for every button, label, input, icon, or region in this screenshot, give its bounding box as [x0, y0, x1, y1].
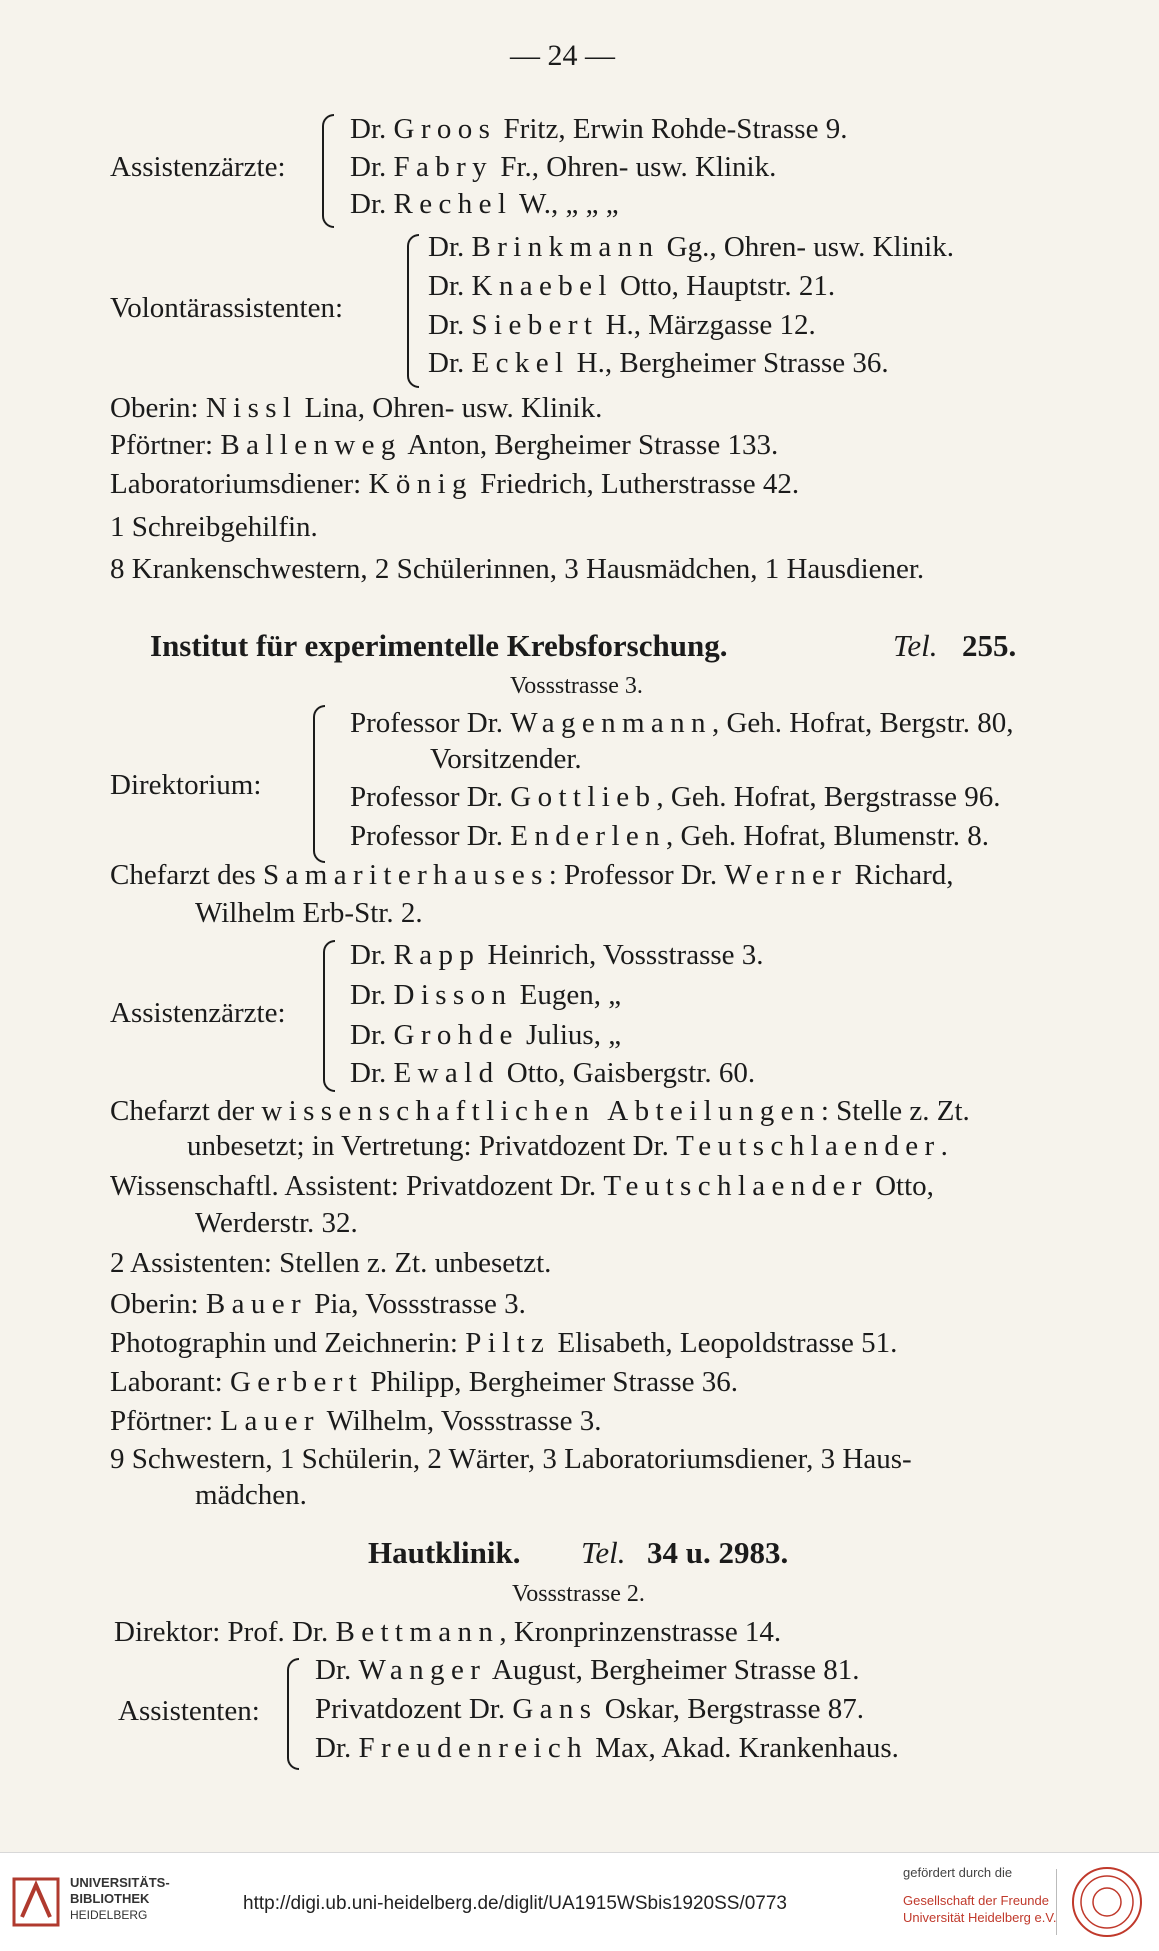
person-name: Lauer	[220, 1405, 320, 1437]
person-name: Brinkmann	[471, 231, 660, 263]
page-number: — 24 —	[510, 39, 615, 72]
volontaerassistenten-label: Volontärassistenten:	[110, 292, 344, 324]
assistenzarzt-entry: Dr. Groos Fritz, Erwin Rohde-Strasse 9.	[350, 113, 848, 145]
tel-number-2: 34 u. 2983.	[647, 1535, 789, 1570]
assistenzarzt-entry: Dr. Ewald Otto, Gaisbergstr. 60.	[350, 1057, 756, 1089]
director-entry: Direktor: Prof. Dr. Bettmann, Kronprinzenstrasse 14.	[114, 1616, 782, 1648]
person-name: Teutschlaender	[676, 1130, 941, 1162]
address-2: Vossstrasse 2.	[512, 1581, 645, 1607]
tel-number: 255.	[962, 628, 1017, 663]
person-name: Werner	[724, 859, 848, 891]
staff-entry: Photographin und Zeichnerin: Piltz Elisabeth, Leopoldstrasse 51.	[110, 1327, 898, 1359]
person-name: Ballenweg	[220, 429, 402, 461]
brace	[407, 234, 419, 388]
brace	[287, 1658, 299, 1770]
institution-name: Samariterhauses	[263, 859, 549, 891]
sponsor-name-1: Gesellschaft der Freunde	[903, 1893, 1049, 1908]
person-name: Fabry	[393, 151, 494, 183]
volontaer-entry: Dr. Brinkmann Gg., Ohren- usw. Klinik.	[428, 231, 954, 263]
assistenzaerzte-label: Assistenzärzte:	[110, 151, 286, 183]
staff-entry: Pförtner: Lauer Wilhelm, Vossstrasse 3.	[110, 1405, 602, 1437]
person-name: Wanger	[358, 1654, 487, 1686]
person-name: Grohde	[393, 1019, 519, 1051]
staff-entry: Laborant: Gerbert Philipp, Bergheimer Strasse 36.	[110, 1366, 739, 1398]
tel-label-2: Tel.	[581, 1535, 626, 1570]
person-name: Rapp	[393, 939, 481, 971]
assistenzarzt-entry: Dr. Fabry Fr., Ohren- usw. Klinik.	[350, 151, 777, 183]
assistenzarzt-entry: Dr. Grohde Julius, „	[350, 1019, 622, 1051]
person-name: Bettmann	[335, 1616, 500, 1648]
person-name: Knaebel	[471, 270, 613, 302]
assistenzaerzte-label-2: Assistenzärzte:	[110, 997, 286, 1029]
person-name: Gottlieb	[510, 781, 657, 813]
staff-entry: Pförtner: Ballenweg Anton, Bergheimer Strasse 133.	[110, 429, 779, 461]
person-name: Wagenmann	[510, 707, 712, 739]
brace	[323, 940, 335, 1092]
person-name: Rechel	[393, 188, 513, 220]
tel-label: Tel.	[893, 628, 938, 663]
chefarzt-wiss-line: Chefarzt der wissenschaftlichen Abteilungen: Stelle z. Zt.	[110, 1095, 970, 1127]
address: Vossstrasse 3.	[510, 673, 643, 699]
chefarzt-address: Wilhelm Erb-Str. 2.	[195, 897, 423, 929]
staff-entry: Oberin: Nissl Lina, Ohren- usw. Klinik.	[110, 392, 603, 424]
person-name: König	[368, 468, 473, 500]
library-logo-icon	[10, 1871, 62, 1933]
person-name: Ewald	[393, 1057, 500, 1089]
staff-entry: Oberin: Bauer Pia, Vossstrasse 3.	[110, 1288, 526, 1320]
person-name: Disson	[393, 979, 513, 1011]
sponsor-name-2: Universität Heidelberg e.V.	[903, 1910, 1057, 1925]
footer-bar	[0, 1852, 1159, 1951]
brace	[313, 705, 325, 863]
person-name: Teutschlaender	[603, 1170, 868, 1202]
staff-entry: 9 Schwestern, 1 Schülerin, 2 Wärter, 3 Laboratoriumsdiener, 3 Haus-	[110, 1443, 912, 1475]
source-url-link[interactable]: http://digi.ub.uni-heidelberg.de/diglit/UA1915WSbis1920SS/0773	[243, 1893, 787, 1914]
person-name: wissenschaftlichen Abteilungen	[261, 1095, 821, 1127]
assistenzarzt-entry: Dr. Rapp Heinrich, Vossstrasse 3.	[350, 939, 764, 971]
person-name: Siebert	[471, 309, 599, 341]
direktorium-entry: Professor Dr. Wagenmann, Geh. Hofrat, Bergstr. 80,	[350, 707, 1014, 739]
chefarzt-line: Chefarzt des Samariterhauses: Professor Dr. Werner Richard,	[110, 859, 954, 891]
person-name: Piltz	[465, 1327, 551, 1359]
person-name: Nissl	[205, 392, 298, 424]
person-name: Enderlen	[510, 820, 667, 852]
person-name: Gerbert	[229, 1366, 364, 1398]
section-title: Institut für experimentelle Krebsforschung.	[150, 628, 728, 663]
volontaer-entry: Dr. Eckel H., Bergheimer Strasse 36.	[428, 347, 889, 379]
direktorium-entry: Professor Dr. Enderlen, Geh. Hofrat, Blumenstr. 8.	[350, 820, 989, 852]
person-name: Groos	[393, 113, 497, 145]
volontaer-entry: Dr. Siebert H., Märzgasse 12.	[428, 309, 816, 341]
brace	[322, 114, 334, 228]
staff-entry-cont: mädchen.	[195, 1479, 307, 1511]
section-title-2: Hautklinik.	[368, 1535, 521, 1570]
chefarzt-wiss-cont: unbesetzt; in Vertretung: Privatdozent Dr. Teutschlaender.	[187, 1130, 948, 1162]
person-name: Freudenreich	[358, 1732, 589, 1764]
person-name: Bauer	[205, 1288, 307, 1320]
staff-entry: 1 Schreibgehilfin.	[110, 511, 318, 543]
assistenzarzt-entry: Dr. Rechel W., „ „ „	[350, 188, 619, 220]
assistent-entry: Privatdozent Dr. Gans Oskar, Bergstrasse 87.	[315, 1693, 864, 1725]
assistenten-label: Assistenten:	[118, 1695, 260, 1727]
staff-entry: Laboratoriumsdiener: König Friedrich, Lutherstrasse 42.	[110, 468, 800, 500]
direktorium-entry: Vorsitzender.	[430, 743, 582, 775]
sponsor-intro: gefördert durch die	[903, 1865, 1013, 1880]
person-name: Gans	[512, 1693, 598, 1725]
library-name-3: HEIDELBERG	[70, 1908, 148, 1922]
assistent-entry: Dr. Wanger August, Bergheimer Strasse 81.	[315, 1654, 860, 1686]
direktorium-entry: Professor Dr. Gottlieb, Geh. Hofrat, Bergstrasse 96.	[350, 781, 1001, 813]
staff-entry: 8 Krankenschwestern, 2 Schülerinnen, 3 Hausmädchen, 1 Hausdiener.	[110, 553, 925, 585]
divider	[1056, 1869, 1057, 1935]
assistenzarzt-entry: Dr. Disson Eugen, „	[350, 979, 622, 1011]
person-name: Eckel	[471, 347, 570, 379]
library-name-2: BIBLIOTHEK	[70, 1891, 150, 1906]
volontaer-entry: Dr. Knaebel Otto, Hauptstr. 21.	[428, 270, 836, 302]
staff-entry: 2 Assistenten: Stellen z. Zt. unbesetzt.	[110, 1247, 552, 1279]
university-seal-icon	[1070, 1865, 1144, 1939]
direktorium-label: Direktorium:	[110, 769, 262, 801]
library-name-1: UNIVERSITÄTS-	[70, 1875, 170, 1890]
wiss-assistent-address: Werderstr. 32.	[195, 1207, 358, 1239]
assistent-entry: Dr. Freudenreich Max, Akad. Krankenhaus.	[315, 1732, 899, 1764]
wiss-assistent-line: Wissenschaftl. Assistent: Privatdozent Dr. Teutschlaender Otto,	[110, 1170, 934, 1202]
